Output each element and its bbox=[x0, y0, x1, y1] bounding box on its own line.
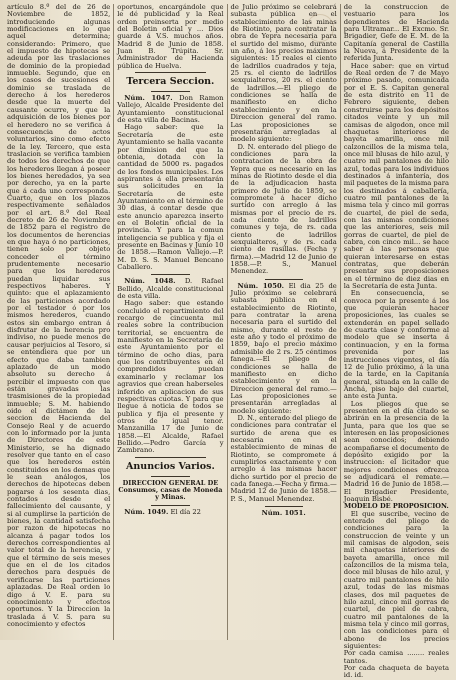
modelo-text: El que suscribe, vecino de enterado del pliego de condiciones para la construccion de veinte y un mil camisas de algodon, seis mil chaquetas interiores de bayeta amarilla, once mil calzoncillos de la misma tela, doce mil blusas de hilo azul, y cuatro mil pantalones de hilo azul, todas de las mismas clases, dos mil paquetes de hilo azul, cinco mil gorras de cuartel, de piel de cabra, cuatro mil pantalones de la misma tela y cinco mil gorras, con las condiciones para el abono de los precios siguientes: bbox=[343, 509, 450, 650]
price-line-1: Por cada camisa ........ reales tantos. bbox=[343, 649, 450, 665]
separator bbox=[151, 91, 189, 92]
column-1 bbox=[4, 4, 113, 640]
real-orden-text: artículo 8.º del de 26 de Noviembre de 1852, introduciendo algunas modificaciones en lo que aquel determina; considerando: Primero, que el impuesto de hipotecas se adeuda por las traslaciones de dominio de la propiedad inmueble. Segundo, que en los casos de sucesiones el dominio se traslada de derecho á los herederos desde que la muerte del causante ocurre, y que la adquisición de los bienes por el heredero no se verifica á consecuencia de actos voluntarios, sino como efecto de la ley. Tercero, que esta traslacion se verifica tambien de todos los derechos de que los herederos llegan á poseer los bienes heredados, ya sea por derecho, ya en la parte que á cada uno corresponda. Cuarto, que en los plazos respectivamente señalados por el art. 8.º del Real decreto de 26 de Noviembre de 1852 para el registro de los documentos de herencias en que haya ó no particiones, tienen solo por objeto conceder el término prudentemente necesario para que los herederos puedan liquidar sus respectivos haberes. Y quinto: que el aplazamiento de las particiones acordado por el testador ó por los mismos herederos, cuando estos sin embargo entran á disfrutar de la herencia pro indiviso, no puede menos de causar perjuicios al Tesoro, si se entendiera que por un efecto que daba tambien aplazado de un modo absoluto su derecho á percibir el impuesto con que están gravadas las trasmisiones de la propiedad inmueble; S. M. habiendo oido el dictámen de la seccion de Hacienda del Consejo Real y de acuerdo con lo informado por la junta de Directores de este Ministerio, se ha dignado resolver que tanto en el caso que los herederos estén constituidos en los demas que le sean análogos, los derechos de hipotecas deben pagarse á los sesenta dias, contados desde el fallecimiento del causante, y si al cumplirse la partición de bienes, la cantidad satisfecha por razon de hipotecas no alcanza á pagar todos los derechos correspondientes al valor total de la herencia, y que el término de seis meses que en el de los citados derechos para después de verificarse las particiones aplazadas. De Real orden lo digo á V. E. para su conocimiento y efectos oportunos. Y la Direccion la traslada á V. S. para su conocimiento y efectos bbox=[7, 3, 111, 628]
separator bbox=[151, 274, 189, 275]
price-line-2: Por cada chaqueta de bayeta id. id. bbox=[343, 663, 450, 680]
column-3 bbox=[228, 4, 340, 640]
column-4-intro: de la construccion de vestuario para los dependientes de Hacienda para Ultramar... El Excmo. Sr. Brigadier, Gefe de E. M. de la Capitanía general de Castilla la Nueva, á Presidente de la referida Junta. bbox=[343, 3, 450, 63]
notice-number: Núm. 1048. bbox=[124, 277, 176, 286]
column-2 bbox=[114, 4, 226, 640]
notice-number-1051: Núm. 1051. bbox=[261, 509, 306, 518]
column-2-intro: oportunos, encargándole que le dé publicidad y la Real orden preinserta por medio del Boletin oficial y ... Dios guarde á V.S. muchos años. Madrid 8 de Junio de 1858. Juan B. Trúpita. Sr. Administrador de Hacienda pública de Huelva. bbox=[117, 3, 224, 70]
notice-1048-body: Hago saber: que estando concluido el repartimiento del recargo de cincuenta mil reales sobre la contribucion territorial, se encuentra de manifiesto en la Secretaría de este Ayuntamiento por el término de ocho dias, para que los contribuyentes en él comprendidos puedan examinarlo y reclamar los agravios que crean haberseles inferido en aplicacion de sus respectivas cuotas. Y para que llegue á noticia de todos se publica y fija el presente y otros de igual tenor. Manzanilla 17 de Junio de 1858.—El Alcalde, Rafael Bellido.—Pedro García y Zambrano. bbox=[117, 299, 224, 455]
column-4-body: Hace saber: que en virtud de Real orden de 7 de Mayo próximo pasado, comunicada por el E. S. Capitan general de esta distrito en 11 de Febrero siguiente, deben construirse para los depósitos citados veinte y un mil camisas de algodon, once mil chaquetas interiores de bayeta amarilla, once mil calzoncillos de la misma tela, once mil blusas de hilo azul, y cuatro mil pantalones de hilo azul, todas para los individuos destinados á infantería, dos mil paquetes de la misma para los destinados á caballería, cuatro mil pantalones de la misma tela y cinco mil gorras de cuartel, de piel de seda, con las mismas condiciones que las anteriores, seis mil gorras de cuartel, de piel de cabra, con cinco mil... se hace saber á las personas que quieran interesarse en estas contratas, que deberán presentar sus proposiciones en el término de diez dias en la Secretaría de esta Junta. bbox=[343, 61, 450, 291]
separator bbox=[135, 457, 205, 458]
notice-number: Núm. 1049. bbox=[124, 507, 169, 516]
column-4 bbox=[341, 3, 452, 680]
column-4-body-2: En consecuencia, se convoca por la presente á los que quieran hacer proposiciones, las cuales se extenderán en papel sellado de cuarta clase y conforme al modelo que se inserta á continuacion, y en la forma prevenida por las instrucciones vigentes, el día 12 de Julio próximo, á la una de la tarde, en la Capitanía general, situada en la calle de Anchá, piso bajo del cuartel, ante esta Junta. bbox=[343, 289, 450, 401]
notice-1047-body: Hago saber: que la Secretaría de este Ayuntamiento se halla vacante por dimision del que la obtenia, dotada con la cantidad de 5000 rs. pagados de los fondos municipales. Los aspirantes á ella presentarán sus solicitudes en la Secretaría de este Ayuntamiento en el término de 30 dias, á contar desde que este anuncio aparezca inserto en el Boletin oficial de la provincia. Y para la comun inteligencia se publica y fija el presente en Bacinas y Junio 10 de 1858.—Ramon Vallejo.—P. M. D. S. S. Manuel Bencano Caballero. bbox=[117, 123, 224, 271]
notice-1048 bbox=[117, 278, 223, 300]
separator bbox=[265, 506, 303, 507]
separator bbox=[265, 279, 303, 280]
direccion-heading: DIRECCION GENERAL DE Consumos, casas de Moneda y Minas. bbox=[118, 478, 223, 502]
separator bbox=[151, 476, 189, 477]
proposal-form-1: D. N. enterado del pliego de condiciones para la contratacion de la obra de Yepra que es necesario en las minas de Riotinto desde el dia de la adjudicacion hasta primero de Julio de 1859, se compromete á hacer dicho surtido con arreglo á las mismas por el precio de rs. cada ciento de ladrillos comunes y teja, de rs. cada ciento de ladrillos sexquialteros, y de rs. cada ciento de rasillas. (Fecha y firma).—Madrid 12 de Junio de 1858.—P. S., Manuel Menendez. bbox=[230, 142, 337, 276]
notice-lead: El día 22 bbox=[170, 507, 201, 516]
separator bbox=[151, 505, 189, 506]
notice-1050 bbox=[231, 283, 337, 415]
section-heading: Tercera Seccion. bbox=[126, 76, 215, 88]
modelo-heading: MODELO DE PROPOSICION. bbox=[344, 502, 449, 511]
notice-1047 bbox=[117, 95, 223, 124]
notice-number: Núm. 1050. bbox=[237, 281, 284, 290]
anuncios-heading: Anuncios Varios. bbox=[126, 460, 215, 472]
column-3-intro: de Julio próximo se celebrará subasta pública en el establecimiento de las minas de Riotinto, para contratar la obra de Yepra necesaria para el surtido del mismo, durante un año, á los precios máximos siguientes: 15 reales el ciento de ladrillos cuadrados y teja, 25 rs. el ciento de ladrillos sexquialteros, 20 rs. el ciento de ladrillos.—El pliego de condiciones se halla de manifiesto en dicho establecimiento y en la Direccion general del ramo. Las proposiciones se presentarán arregladas al modelo siguiente: bbox=[230, 3, 337, 144]
notice-number: Núm. 1047. bbox=[124, 94, 173, 103]
proposal-form-2: D. N., enterado del pliego de condiciones para contratar el surtido de arena que es necesaria en el establecimiento de minas de Riotinto, se compromete á cumplirlos exactamente y con arreglo á las mismas hacer dicho surtido por el precio de cada fanega.—Fecha y firma.—Madrid 12 de Junio de 1858.—P. S., Manuel Menendez. bbox=[230, 413, 337, 503]
notice-1049 bbox=[117, 509, 223, 516]
column-4-body-3: Los pliegos que se presenten en el día citado se abrirán en la presencia de la Junta, para que los que se interesen en las proposiciones sean conocidos; debiendo acompañarse el documento de depósito exigido por la instruccion: el licitador que mejores condiciones ofrezca se adjudicará el remate.—Madrid 16 de Junio de 1858.—El Brigadier Presidente, Joaquin Bisbé. bbox=[343, 399, 450, 504]
notice-body: El dia 25 de Julio próximo se celebrará subasta pública en el establecimiento de Riotinto, para contratar la arena necesaria para el surtido del mismo, durante el resto de este año y todo el próximo de 1859, bajo el precio máximo admisible de 2 rs. 25 céntimos fanega.—El pliego de condiciones se halla de manifiesto en dicho establecimiento y en la Direccion general del ramo.—Las proposiciones se presentarán arregladas al modelo siguiente: bbox=[230, 281, 337, 415]
separator bbox=[135, 72, 205, 73]
notice-lead: D. Rafael Bellido, Alcalde constitucional de esta villa. bbox=[117, 277, 224, 301]
library-stamp bbox=[306, 14, 334, 42]
notice-lead: Don Ramon Vallejo, Alcalde Presidente del Ayuntamiento constitucional de esta villa de Bacinas. bbox=[117, 94, 224, 125]
